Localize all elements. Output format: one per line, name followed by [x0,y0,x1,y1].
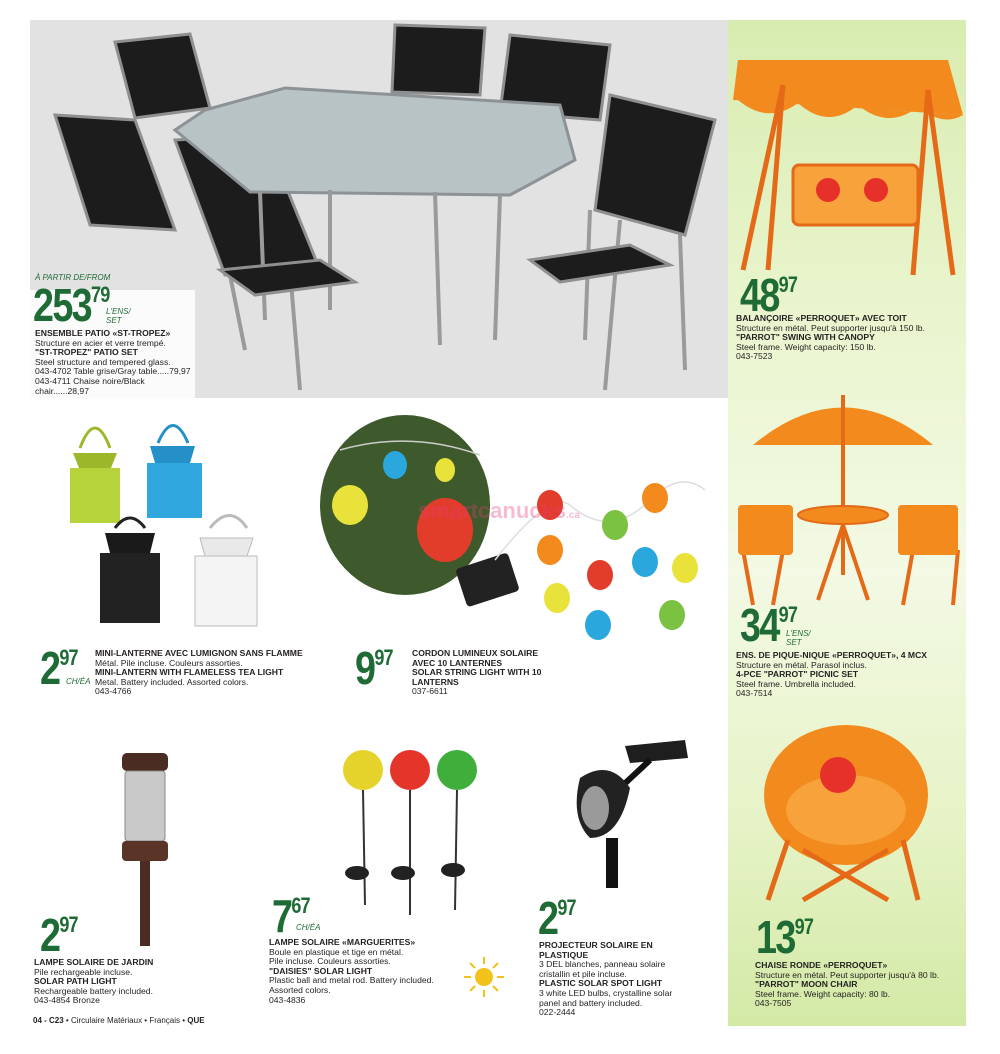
title-fr-1: CORDON LUMINEUX SOLAIRE [412,648,539,658]
price-dollars: 2 [40,909,60,961]
title-en: "ST-TROPEZ" PATIO SET [35,347,138,358]
title-fr: LAMPE SOLAIRE «MARGUERITES» [269,937,416,947]
string-lights-illustration [320,410,720,645]
price-cents: 97 [557,895,576,920]
title-fr-1: PROJECTEUR SOLAIRE EN [539,940,653,950]
title-en-2: LANTERNS [412,676,459,687]
moon-chair-price [756,911,814,963]
line-fr: Structure en métal. Parasol inclus. [736,659,867,670]
daisies-unit: CH/ÉA [296,923,321,932]
picnic-set-illustration [728,375,966,615]
moon-chair-description [755,961,960,1009]
title-en-1: SOLAR STRING LIGHT WITH 10 [412,667,542,678]
price-cents: 97 [778,602,798,627]
black-lantern [100,518,160,623]
line-fr: Structure en métal. Peut supporter jusqu'à 150 lb. [736,322,925,333]
line-en-2: Assorted colors. [269,984,331,995]
picnic-set-description [736,651,961,699]
price-dollars: 34 [740,599,779,651]
daisies-light-description [269,938,444,1005]
sun-solar-icon [462,955,507,1000]
watermark-text: smartcanucks [418,498,566,523]
line-fr-2: Pile incluse. Couleurs assorties. [269,956,391,967]
picnic-unit: L'ENS/ SET [786,629,811,647]
sku-line-1: 043-4702 Table grise/Gray table.....79,97 [35,366,191,377]
from-label: À PARTIR DE/FROM [35,273,111,282]
watermark-suffix: .ca [565,510,580,521]
solar-path-light-illustration [110,748,180,948]
title-fr: ENS. DE PIQUE-NIQUE «PERROQUET», 4 MCX [736,650,928,660]
line-en: Steel frame. Umbrella included. [736,678,856,689]
sku: 043-7505 [755,998,792,1009]
patio-set-price [33,279,110,331]
sku: 043-4766 [95,686,132,697]
price-dollars: 253 [33,279,92,331]
title-en: SOLAR PATH LIGHT [34,976,117,987]
sku: 043-7523 [736,351,773,362]
price-dollars: 13 [756,911,795,963]
blue-lantern [147,426,202,519]
title-fr: ENSEMBLE PATIO «ST-TROPEZ» [35,328,171,338]
line-fr-1: 3 DEL blanches, panneau solaire [539,959,666,970]
path-light-description [34,958,234,1006]
spot-light-price [538,892,576,944]
title-fr: BALANÇOIRE «PERROQUET» AVEC TOIT [736,313,907,323]
title-en: "DAISIES" SOLAR LIGHT [269,965,373,976]
line-en: Steel frame. Weight capacity: 80 lb. [755,988,891,999]
parrot-kids-sidebar [728,20,966,1026]
price-dollars: 2 [538,892,558,944]
moon-chair-illustration [728,720,966,920]
line-fr-2: cristallin et pile incluse. [539,968,627,979]
title-fr-2: AVEC 10 LANTERNES [412,657,503,668]
sku-line-2: 043-4711 Chaise noire/Black chair......28,97 [35,375,145,396]
sku: 037-6611 [412,686,448,697]
green-lantern [70,428,120,523]
watermark [418,498,580,524]
title-en: 4-PCE "PARROT" PICNIC SET [736,669,859,680]
price-dollars: 9 [355,642,375,694]
line-en-1: 3 white LED bulbs, crystalline solar [539,987,673,998]
white-lantern [195,516,257,627]
price-cents: 67 [291,893,310,918]
price-cents: 97 [778,272,798,297]
line-en-1: Plastic ball and metal rod. Battery included. [269,975,434,986]
patio-set-description [35,329,195,396]
tea-lantern-unit: CH/ÉA [66,677,91,686]
price-cents: 97 [59,645,78,670]
solar-spot-light-illustration [570,738,695,893]
line-fr: Structure en acier et verre trempé. [35,337,166,348]
title-fr: MINI-LANTERNE AVEC LUMIGNON SANS FLAMME [95,648,303,658]
line-en: Steel structure and tempered glass. [35,356,171,367]
price-cents: 97 [374,645,393,670]
title-en: "PARROT" SWING WITH CANOPY [736,332,875,343]
swing-description [736,314,961,362]
line-fr-1: Boule en plastique et tige en métal. [269,946,404,957]
patio-unit: L'ENS/ SET [106,307,131,325]
line-fr: Pile rechargeable incluse. [34,966,133,977]
title-en: "PARROT" MOON CHAIR [755,979,858,990]
title-fr: CHAISE RONDE «PERROQUET» [755,960,888,970]
tea-lantern-description [95,649,315,697]
sku: 022-2444 [539,1007,576,1018]
line-fr: Structure en métal. Peut supporter jusqu'à 80 lb. [755,969,940,980]
title-en: PLASTIC SOLAR SPOT LIGHT [539,978,663,989]
line-fr: Métal. Pile incluse. Couleurs assorties. [95,657,243,668]
line-en-2: panel and battery included. [539,997,643,1008]
path-light-price [40,909,78,961]
line-en: Rechargeable battery included. [34,985,153,996]
spot-light-description [539,941,724,1018]
price-cents: 97 [794,914,814,939]
price-dollars: 7 [272,890,292,942]
footer-page-number: 04 - C23 [33,1016,64,1025]
line-en: Metal. Battery included. Assorted colors. [95,676,249,687]
sku: 043-7514 [736,688,773,699]
footer-region: QUE [187,1016,205,1025]
sku: 043-4854 Bronze [34,995,100,1006]
price-cents: 79 [91,282,110,307]
page-footer [33,1016,205,1025]
daisies-lights-illustration [335,745,485,920]
title-fr-2: PLASTIQUE [539,949,589,960]
title-fr: LAMPE SOLAIRE DE JARDIN [34,957,154,967]
price-dollars: 2 [40,642,60,694]
price-dollars: 48 [740,269,779,321]
mini-lanterns-illustration [55,408,295,633]
parrot-swing-illustration [728,45,966,285]
string-light-description [412,649,582,697]
sku: 043-4836 [269,994,306,1005]
price-cents: 97 [59,912,78,937]
swing-price [740,269,798,321]
footer-text: • Circulaire Matériaux • Français • [65,1016,186,1025]
line-en: Steel frame. Weight capacity: 150 lb. [736,341,876,352]
string-light-price [355,642,393,694]
title-en: MINI-LANTERN WITH FLAMELESS TEA LIGHT [95,667,284,678]
daisies-light-price [272,890,310,942]
